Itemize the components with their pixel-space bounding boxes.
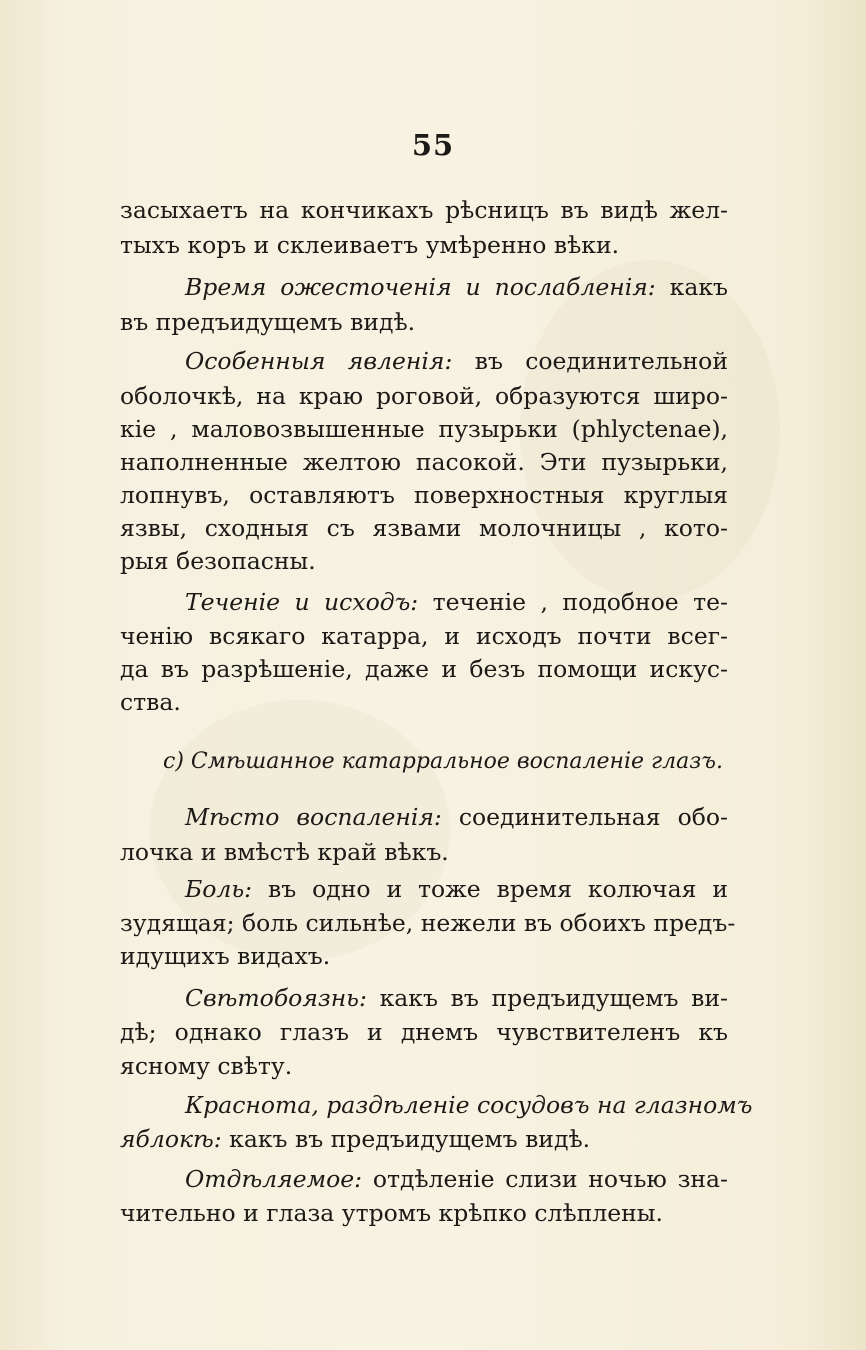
text-line: наполненные желтою пасокой. Эти пузырьки,: [120, 448, 728, 476]
text-line: лопнувъ, оставляютъ поверхностныя круглыя: [120, 481, 728, 509]
text-line: кіе , маловозвышенные пузырьки (phlyctenae),: [120, 415, 728, 443]
section-label: Свѣтобоязнь:: [185, 984, 367, 1012]
section-label: Краснота, раздѣленіе сосудовъ на глазномъ: [185, 1091, 753, 1119]
section-label: Время ожесточенія и послабленія:: [185, 273, 656, 301]
text-line: идущихъ видахъ.: [120, 942, 331, 970]
text-line: Особенныя явленія: въ соединительной: [185, 347, 728, 375]
text-line: язвы, сходныя съ язвами молочницы , кото-: [120, 514, 728, 542]
text-line: Отдѣляемое: отдѣленіе слизи ночью зна-: [185, 1165, 728, 1193]
text-line: ясному свѣту.: [120, 1052, 293, 1080]
section-label: Особенныя явленія:: [185, 347, 453, 375]
text-line: Мѣсто воспаленія: соединительная обо-: [185, 803, 728, 831]
text-line: да въ разрѣшеніе, даже и безъ помощи искус-: [120, 655, 728, 683]
text-line: [185, 1090, 753, 1120]
section-label: яблокѣ:: [120, 1125, 222, 1153]
text-line: ченію всякаго катарра, и исходъ почти всег-: [120, 622, 728, 650]
text-line: въ предъидущемъ видѣ.: [120, 308, 416, 336]
section-label: Боль:: [185, 875, 253, 903]
text-line: Теченіе и исходъ: теченіе , подобное те-: [185, 588, 728, 616]
text-line: Свѣтобоязнь: какъ въ предъидущемъ ви-: [185, 984, 728, 1012]
text-line: засыхаетъ на кончикахъ рѣсницъ въ видѣ жел-: [120, 196, 728, 224]
section-label: Отдѣляемое:: [185, 1165, 363, 1193]
section-label: Теченіе и исходъ:: [185, 588, 419, 616]
section-heading: c) Смѣшанное катарральное воспаленіе глазъ.: [163, 749, 723, 774]
text-line: лочка и вмѣстѣ край вѣкъ.: [120, 838, 449, 866]
text-line: яблокѣ: какъ въ предъидущемъ видѣ.: [120, 1125, 591, 1153]
text-line: Время ожесточенія и послабленія: какъ: [185, 273, 728, 301]
text-line: чительно и глаза утромъ крѣпко слѣплены.: [120, 1199, 663, 1227]
text-line: рыя безопасны.: [120, 547, 316, 575]
text-line: дѣ; однако глазъ и днемъ чувствителенъ къ: [120, 1018, 728, 1046]
text-line: Боль: въ одно и тоже время колючая и: [185, 875, 728, 903]
text-line: тыхъ коръ и склеиваетъ умѣренно вѣки.: [120, 231, 620, 259]
text-line: оболочкѣ, на краю роговой, образуются широ-: [120, 382, 728, 410]
section-label: Мѣсто воспаленія:: [185, 803, 442, 831]
page-number: 55: [411, 128, 455, 162]
text-line: ства.: [120, 688, 181, 716]
text-line: зудящая; боль сильнѣе, нежели въ обоихъ предъ-: [120, 909, 736, 937]
